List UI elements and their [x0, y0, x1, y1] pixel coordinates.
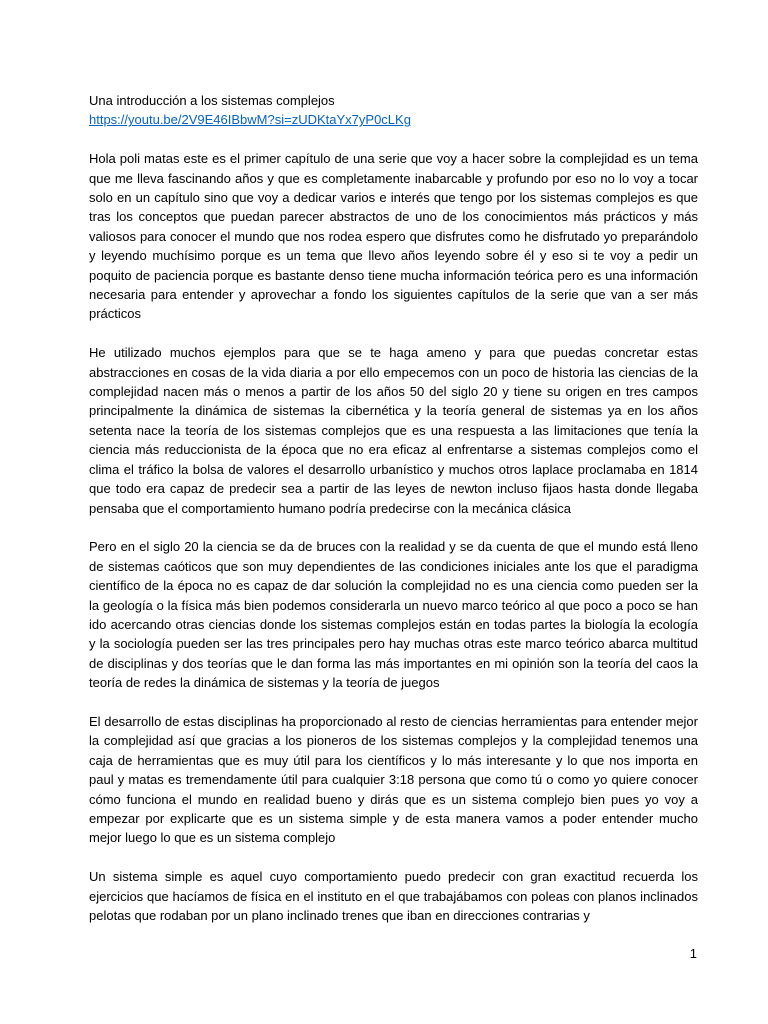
document-title: Una introducción a los sistemas complejos	[89, 93, 335, 108]
paragraph-5: Un sistema simple es aquel cuyo comportamiento puedo predecir con gran exactitud recuerda los ejercicios que hacíamos de física en el instituto en el que trabajábamos con poleas con planos inclinados pelotas que rodaban por un plano inclinado trenes que iban en direcciones contrarias y	[89, 869, 698, 923]
paragraph-3: Pero en el siglo 20 la ciencia se da de bruces con la realidad y se da cuenta de que el mundo está lleno de sistemas caóticos que son muy dependientes de las condiciones iniciales ante los que el paradigma científico de la época no es capaz de dar solución la complejidad no es una ciencia como pueden ser la la geología o la física más bien podemos considerarla un nuevo marco teórico al que poco a poco se han ido acercando otras ciencias donde los sistemas complejos están en todas partes la biología la ecología y la sociología pueden ser las tres principales pero hay muchas otras este marco teórico abarca multitud de disciplinas y dos teorías que le dan forma las más importantes en mi opinión son la teoría del caos la teoría de redes la dinámica de sistemas y la teoría de juegos	[89, 539, 698, 691]
paragraph-1: Hola poli matas este es el primer capítulo de una serie que voy a hacer sobre la complejidad es un tema que me lleva fascinando años y que es completamente inabarcable y profundo por eso no lo voy a tocar solo en un capítulo sino que voy a dedicar varios e interés que tengo por los sistemas complejos es que tras los conceptos que puedan parecer abstractos de uno de los conocimientos más prácticos y más valiosos para conocer el mundo que nos rodea espero que disfrutes como he disfrutado yo preparándolo y leyendo muchísimo porque es un tema que llevo años leyendo sobre él y eso si te voy a pedir un poquito de paciencia porque es bastante denso tiene mucha información teórica pero es una información necesaria para entender y aprovechar a fondo los siguientes capítulos de la serie que van a ser más prácticos	[89, 151, 698, 322]
video-link[interactable]: https://youtu.be/2V9E46IBbwM?si=zUDKtaYx7yP0cLKg	[89, 112, 411, 128]
paragraph-4: El desarrollo de estas disciplinas ha proporcionado al resto de ciencias herramientas para entender mejor la complejidad así que gracias a los pioneros de los sistemas complejos y la complejidad tenemos una caja de herramientas que es muy útil para los científicos y lo más interesante y lo que nos importa en paul y matas es tremendamente útil para cualquier 3:18 persona que como tú o como yo quiere conocer cómo funciona el mundo en realidad bueno y dirás que es un sistema complejo bien pues yo voy a empezar por explicarte que es un sistema simple y de esta manera vamos a poder entender mucho mejor luego lo que es un sistema complejo	[89, 713, 698, 846]
paragraph-2: He utilizado muchos ejemplos para que se te haga ameno y para que puedas concretar estas abstracciones en cosas de la vida diaria a por ello empecemos con un poco de historia las ciencias de la complejidad nacen más o menos a partir de los años 50 del siglo 20 y tiene su origen en tres campos principalmente la dinámica de sistemas la cibernética y la teoría general de sistemas ya en los años setenta nace la teoría de los sistemas complejos que es una respuesta a las limitaciones que tenía la ciencia más reduccionista de la época que no era eficaz al enfrentarse a sistemas complejos como el clima el tráfico la bolsa de valores el desarrollo urbanístico y muchos otros laplace proclamaba en 1814 que todo era capaz de predecir sea a partir de las leyes de newton incluso fijaos hasta donde llegaba pensaba que el comportamiento humano podría predecirse con la mecánica clásica	[89, 345, 698, 516]
document-body	[89, 91, 698, 925]
video-link-line	[89, 110, 698, 129]
page-number: 1	[689, 946, 697, 961]
